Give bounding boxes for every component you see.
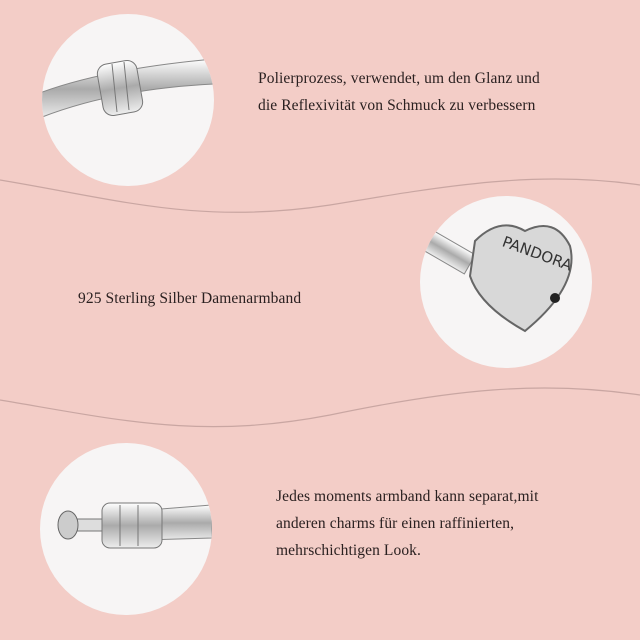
heart-clasp-icon xyxy=(420,196,592,368)
feature-line: Polierprozess, verwendet, um den Glanz und xyxy=(258,70,540,87)
feature-line: 925 Sterling Silber Damenarmband xyxy=(78,290,302,307)
feature-line: Jedes moments armband kann separat,mit xyxy=(276,488,539,505)
bracelet-detail-image-2 xyxy=(420,196,592,368)
clasp-logo: PANDORA xyxy=(499,232,575,275)
snake-chain-stopper-icon xyxy=(42,14,214,186)
bracelet-detail-image-3 xyxy=(40,443,212,615)
feature-line: mehrschichtigen Look. xyxy=(276,542,422,559)
feature-text-material xyxy=(78,285,301,312)
feature-line: anderen charms für einen raffinierten, xyxy=(276,515,515,532)
feature-line: die Reflexivität von Schmuck zu verbessern xyxy=(258,97,536,114)
bracelet-end-cap-icon xyxy=(40,443,212,615)
bracelet-detail-image-1 xyxy=(42,14,214,186)
feature-text-charms xyxy=(276,483,539,564)
feature-text-polish xyxy=(258,65,540,119)
